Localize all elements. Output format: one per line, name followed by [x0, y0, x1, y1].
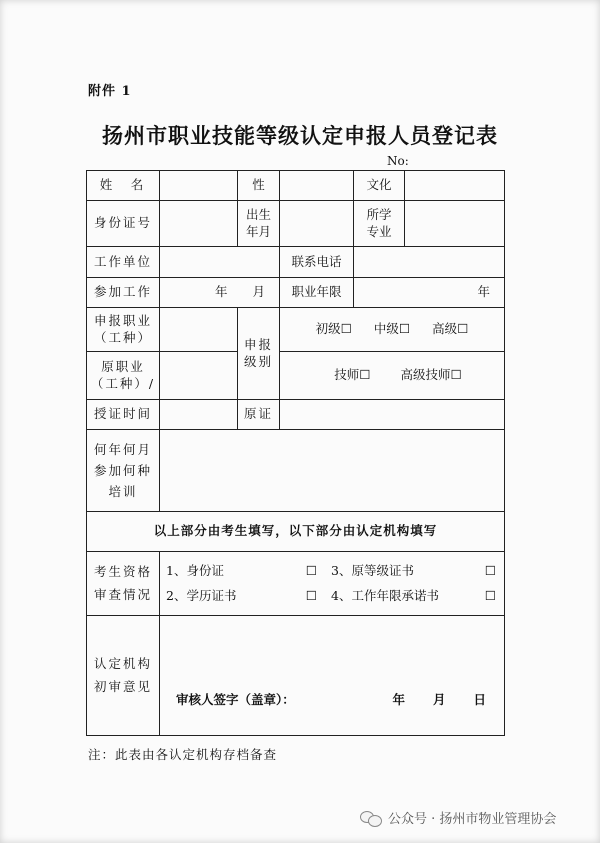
apply-level-label-line1: 申报 [243, 336, 273, 352]
form-row-employer [87, 247, 505, 278]
check-item-id [166, 563, 331, 580]
years-label: 职业年限 [280, 278, 354, 308]
opinion-label [87, 616, 160, 736]
level-options-technician [280, 352, 505, 400]
major-label-line1: 所学 [366, 206, 392, 222]
opinion-label-line1: 认定机构 [93, 656, 152, 671]
check-item-work-years-checkbox[interactable]: ☐ [484, 587, 496, 603]
birth-label [238, 201, 280, 247]
level-senior-technician-checkbox[interactable]: 高级技师☐ [400, 367, 462, 383]
date-month-label: 月 [432, 692, 446, 708]
years-field[interactable]: 年 [354, 278, 505, 308]
opinion-field[interactable] [160, 616, 505, 736]
wechat-icon [360, 810, 382, 826]
check-item-work-years-label: 4、工作年限承诺书 [331, 587, 439, 603]
check-item-orig-cert-checkbox[interactable]: ☐ [484, 562, 496, 578]
check-item-orig-cert [331, 563, 496, 580]
education-field[interactable] [405, 171, 505, 201]
opinion-label-line2: 初审意见 [93, 678, 152, 694]
signature-label: 审核人签字（盖章）： [176, 692, 295, 708]
attachment-label: 附件 1 [88, 84, 132, 99]
form-row-id [87, 201, 505, 247]
training-label-line3: 培训 [108, 484, 138, 500]
form-row-review [87, 552, 505, 616]
form-row-training [87, 430, 505, 512]
form-row-work [87, 278, 505, 308]
level-junior-checkbox[interactable]: 初级☐ [315, 321, 352, 337]
review-label-line2: 审查情况 [93, 586, 152, 602]
orig-job-label [87, 352, 160, 400]
gender-label: 性 [238, 171, 280, 201]
level-technician-checkbox[interactable]: 技师☐ [334, 367, 371, 383]
name-field[interactable] [160, 171, 238, 201]
work-start-label: 参加工作 [87, 278, 160, 308]
training-label-line1: 何年何月 [93, 441, 152, 457]
gender-field[interactable] [280, 171, 354, 201]
major-label [354, 201, 405, 247]
education-label: 文化 [354, 171, 405, 201]
apply-job-label-line1: 申报职业 [93, 312, 152, 328]
level-senior-checkbox[interactable]: 高级☐ [432, 321, 469, 337]
id-number-field[interactable] [160, 201, 238, 247]
level-options-basic [280, 308, 505, 352]
check-item-education [166, 588, 331, 605]
review-label [87, 552, 160, 616]
phone-field[interactable] [354, 247, 505, 278]
employer-label: 工作单位 [87, 247, 160, 278]
registration-form-table [86, 170, 505, 736]
training-field[interactable] [160, 430, 505, 512]
form-row-orig-job [87, 352, 505, 400]
orig-cert-label: 原证 [238, 400, 280, 430]
date-year-label: 年 [392, 692, 405, 708]
orig-job-field[interactable] [160, 352, 238, 400]
serial-number-label: No: [387, 154, 409, 168]
form-row-opinion [87, 616, 505, 736]
apply-job-label-line2: （工种） [93, 329, 152, 345]
birth-field[interactable] [280, 201, 354, 247]
section-divider-text: 以上部分由考生填写，以下部分由认定机构填写 [87, 512, 505, 552]
orig-job-label-line2: （工种）/ [90, 375, 156, 391]
review-checklist [160, 552, 505, 616]
level-middle-checkbox[interactable]: 中级☐ [373, 321, 411, 337]
form-row-divider [87, 512, 505, 552]
major-label-line2: 专业 [366, 223, 392, 239]
training-label-line2: 参加何种 [93, 462, 152, 478]
apply-job-field[interactable] [160, 308, 238, 352]
date-day-label: 日 [473, 692, 486, 708]
name-label: 姓 名 [87, 171, 160, 201]
training-label [87, 430, 160, 512]
birth-label-line1: 出生 [245, 206, 271, 222]
check-item-orig-cert-label: 3、原等级证书 [331, 562, 414, 578]
birth-label-line2: 年月 [245, 223, 271, 239]
phone-label: 联系电话 [280, 247, 354, 278]
review-label-line1: 考生资格 [93, 564, 152, 579]
check-item-education-checkbox[interactable]: ☐ [305, 587, 317, 603]
work-start-field[interactable]: 年 月 [160, 278, 280, 308]
major-field[interactable] [405, 201, 505, 247]
watermark [360, 808, 556, 827]
orig-job-label-line1: 原职业 [101, 358, 145, 374]
cert-time-label: 授证时间 [87, 400, 160, 430]
orig-cert-field[interactable] [280, 400, 505, 430]
check-item-work-years [331, 588, 496, 605]
apply-job-label [87, 308, 160, 352]
id-number-label: 身份证号 [87, 201, 160, 247]
check-item-id-label: 1、身份证 [166, 562, 224, 578]
watermark-text: 公众号 · 扬州市物业管理协会 [388, 812, 557, 827]
cert-time-field[interactable] [160, 400, 238, 430]
check-item-id-checkbox[interactable]: ☐ [305, 562, 317, 578]
form-row-apply-job [87, 308, 505, 352]
footnote: 注：此表由各认定机构存档备查 [88, 747, 278, 762]
employer-field[interactable] [160, 247, 280, 278]
apply-level-label [238, 308, 280, 400]
form-row-cert [87, 400, 505, 430]
apply-level-label-line2: 级别 [243, 353, 273, 369]
form-row-name [87, 171, 505, 201]
check-item-education-label: 2、学历证书 [166, 587, 237, 603]
page-title: 扬州市职业技能等级认定申报人员登记表 [102, 123, 498, 148]
